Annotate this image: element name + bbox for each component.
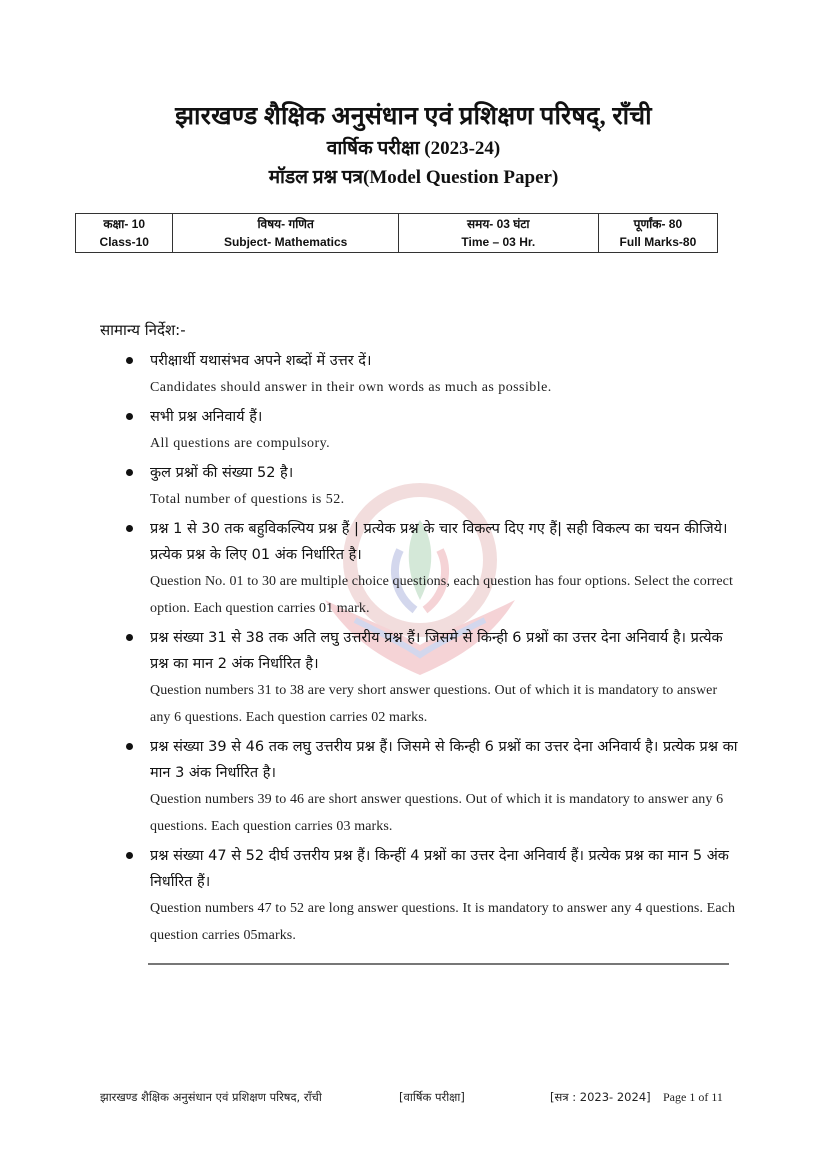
class-hindi: कक्षा- 10 (103, 217, 146, 231)
instructions-heading: सामान्य निर्देश:- (100, 321, 186, 339)
instruction-item (100, 348, 740, 401)
bullet-icon (126, 413, 133, 420)
section-divider (148, 963, 729, 965)
class-cell (76, 214, 173, 253)
instructions-list (100, 348, 740, 949)
footer-institution: झारखण्ड शैक्षिक अनुसंधान एवं प्रशिक्षण परिषद, राँची (100, 1090, 322, 1104)
instruction-item (100, 734, 740, 840)
time-cell (398, 214, 598, 253)
instruction-english: Candidates should answer in their own words as much as possible. (150, 380, 552, 395)
instruction-english: All questions are compulsory. (150, 436, 331, 451)
marks-english: Full Marks-80 (619, 235, 697, 249)
instruction-hindi: कुल प्रश्नों की संख्या 52 है। (150, 465, 294, 481)
instruction-english: Question numbers 39 to 46 are short answer questions. Out of which it is mandatory to answer any 6 questions. Each question carries 03 marks. (150, 792, 724, 834)
page-number: Page 1 of 11 (663, 1090, 723, 1104)
time-english: Time – 03 Hr. (461, 235, 536, 249)
exam-title: वार्षिक परीक्षा (2023-24) (326, 138, 501, 159)
class-english: Class-10 (99, 235, 149, 249)
bullet-icon (126, 634, 133, 641)
full-marks-cell (598, 214, 717, 253)
footer-session: [सत्र : 2023- 2024] (550, 1090, 651, 1104)
exam-info-table (75, 213, 718, 253)
instruction-item (100, 404, 740, 457)
instruction-hindi: प्रश्न 1 से 30 तक बहुविकल्पिय प्रश्न हैं | प्रत्येक प्रश्न के चार विकल्प दिए गए हैं| सही विकल्प का चयन कीजिये। प्रत्येक प्रश्न के लिए 01 अंक निर्धारित है। (150, 521, 728, 563)
instruction-item (100, 843, 740, 949)
time-hindi: समय- 03 घंटा (467, 217, 530, 231)
subject-english: Subject- Mathematics (223, 235, 348, 249)
general-instructions (100, 318, 740, 952)
exam-info-row (76, 214, 718, 253)
bullet-icon (126, 852, 133, 859)
instruction-english: Question No. 01 to 30 are multiple choice questions, each question has four options. Select the correct option. Each question carries 01 mark. (150, 574, 733, 616)
instruction-item (100, 516, 740, 622)
instruction-hindi: प्रश्न संख्या 31 से 38 तक अति लघु उत्तरीय प्रश्न हैं। जिसमे से किन्ही 6 प्रश्नों का उत्तर देना अनिवार्य है। प्रत्येक प्रश्न का मान 2 अंक निर्धारित है। (150, 630, 723, 672)
subject-hindi: विषय- गणित (257, 217, 314, 231)
marks-hindi: पूर्णांक- 80 (633, 217, 683, 231)
paper-type-title: मॉडल प्रश्न पत्र(Model Question Paper) (268, 167, 559, 188)
instruction-english: Question numbers 47 to 52 are long answer questions. It is mandatory to answer any 4 questions. Each question carries 05marks. (150, 901, 736, 943)
instruction-english: Total number of questions is 52. (150, 492, 345, 507)
instruction-hindi: प्रश्न संख्या 47 से 52 दीर्घ उत्तरीय प्रश्न हैं। किन्हीं 4 प्रश्नों का उत्तर देना अनिवार्य हैं। प्रत्येक प्रश्न का मान 5 अंक निर्धारित हैं। (150, 848, 729, 890)
instruction-hindi: प्रश्न संख्या 39 से 46 तक लघु उत्तरीय प्रश्न हैं। जिसमे से किन्ही 6 प्रश्नों का उत्तर देना अनिवार्य है। प्रत्येक प्रश्न का मान 3 अंक निर्धारित है। (150, 739, 738, 781)
bullet-icon (126, 357, 133, 364)
instruction-item (100, 460, 740, 513)
footer-exam: [वार्षिक परीक्षा] (399, 1090, 465, 1104)
bullet-icon (126, 469, 133, 476)
instruction-hindi: सभी प्रश्न अनिवार्य हैं। (150, 409, 263, 425)
institution-title: झारखण्ड शैक्षिक अनुसंधान एवं प्रशिक्षण परिषद्, राँची (175, 103, 652, 130)
bullet-icon (126, 743, 133, 750)
bullet-icon (126, 525, 133, 532)
document-header (0, 100, 827, 192)
instruction-english: Question numbers 31 to 38 are very short answer questions. Out of which it is mandatory to answer any 6 questions. Each question carries 02 marks. (150, 683, 718, 725)
subject-cell (173, 214, 398, 253)
instruction-item (100, 625, 740, 731)
instruction-hindi: परीक्षार्थी यथासंभव अपने शब्दों में उत्तर दें। (150, 353, 372, 369)
